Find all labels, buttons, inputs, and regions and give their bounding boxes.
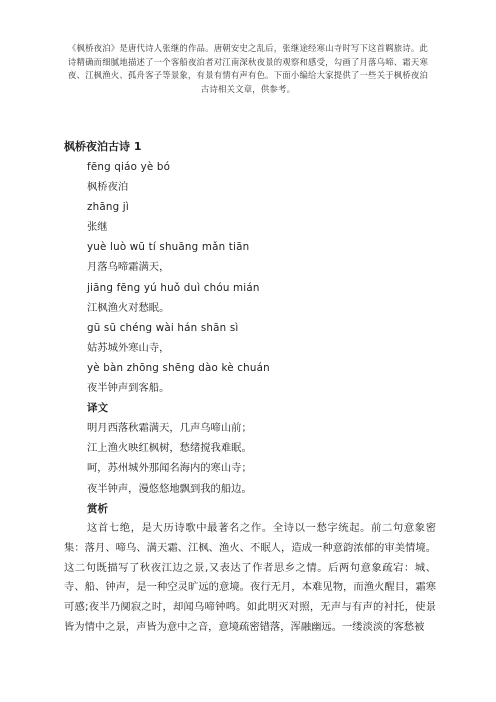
appreciation-paragraph: 这首七绝，是大历诗歌中最著名之作。全诗以一愁字统起。前二句意象密集：落月、啼乌、满天霜、江枫、渔火、不眠人，造成一种意韵浓郁的审美情境。这二句既描写了秋夜江边之景,又表达了作者思乡之情。后两句意象疏宕：城、寺、船、钟声，是一种空灵旷远的意境。夜行无月，本难见物，而渔火醒目，霜寒可感;夜半乃阒寂之时，却闻乌啼钟鸣。如此明灭对照，无声与有声的衬托，使景皆为情中之景，声皆为意中之音，意境疏密错落，浑融幽远。一缕淡淡的客愁被 — [64, 521, 436, 634]
intro-paragraph: 《枫桥夜泊》是唐代诗人张继的作品。唐朝安史之乱后，张继途经寒山寺时写下这首羁旅诗。此诗精确而细腻地描述了一个客船夜泊者对江南深秋夜景的观察和感受，勾画了月落乌啼、霜天寒夜、江枫渔火、孤舟客子等景象，有景有情有声有色。下面小编给大家提供了一些关于枫桥夜泊古诗相关文章，供参考。 — [67, 43, 429, 94]
poem-pinyin-line: zhāng jì — [87, 201, 129, 214]
poem-text-line: 江枫渔火对愁眠。 — [87, 301, 170, 314]
translation-line: 夜半钟声，漫悠悠地飘到我的船边。 — [87, 482, 252, 495]
poem-pinyin-line: jiāng fēng yú huǒ duì chóu mián — [87, 281, 260, 294]
section-title: 枫桥夜泊古诗 1 — [64, 140, 142, 153]
poem-text-line: 枫桥夜泊 — [87, 181, 129, 194]
poem-pinyin-line: gū sū chéng wài hán shān sì — [87, 321, 239, 334]
article-body — [64, 137, 436, 638]
translation-line: 江上渔火映红枫树，愁绪搅我难眠。 — [87, 442, 252, 455]
poem-pinyin-line: fēng qiáo yè bó — [87, 161, 171, 173]
poem-pinyin-line: yuè luò wū tí shuāng mǎn tiān — [87, 241, 250, 254]
poem — [64, 157, 436, 398]
translation — [64, 418, 436, 498]
translation-line: 明月西落秋霜满天，几声乌啼山前； — [87, 422, 252, 435]
translation-line: 呵，苏州城外那闻名海内的寒山寺； — [87, 462, 252, 475]
poem-text-line: 张继 — [87, 221, 108, 234]
appreciation-heading: 赏析 — [87, 502, 108, 515]
poem-text-line: 月落乌啼霜满天， — [87, 261, 170, 274]
poem-text-line: 夜半钟声到客船。 — [87, 382, 170, 395]
poem-text-line: 姑苏城外寒山寺， — [87, 341, 170, 354]
poem-pinyin-line: yè bàn zhōng shēng dào kè chuán — [87, 361, 270, 374]
translation-heading: 译文 — [87, 402, 108, 415]
